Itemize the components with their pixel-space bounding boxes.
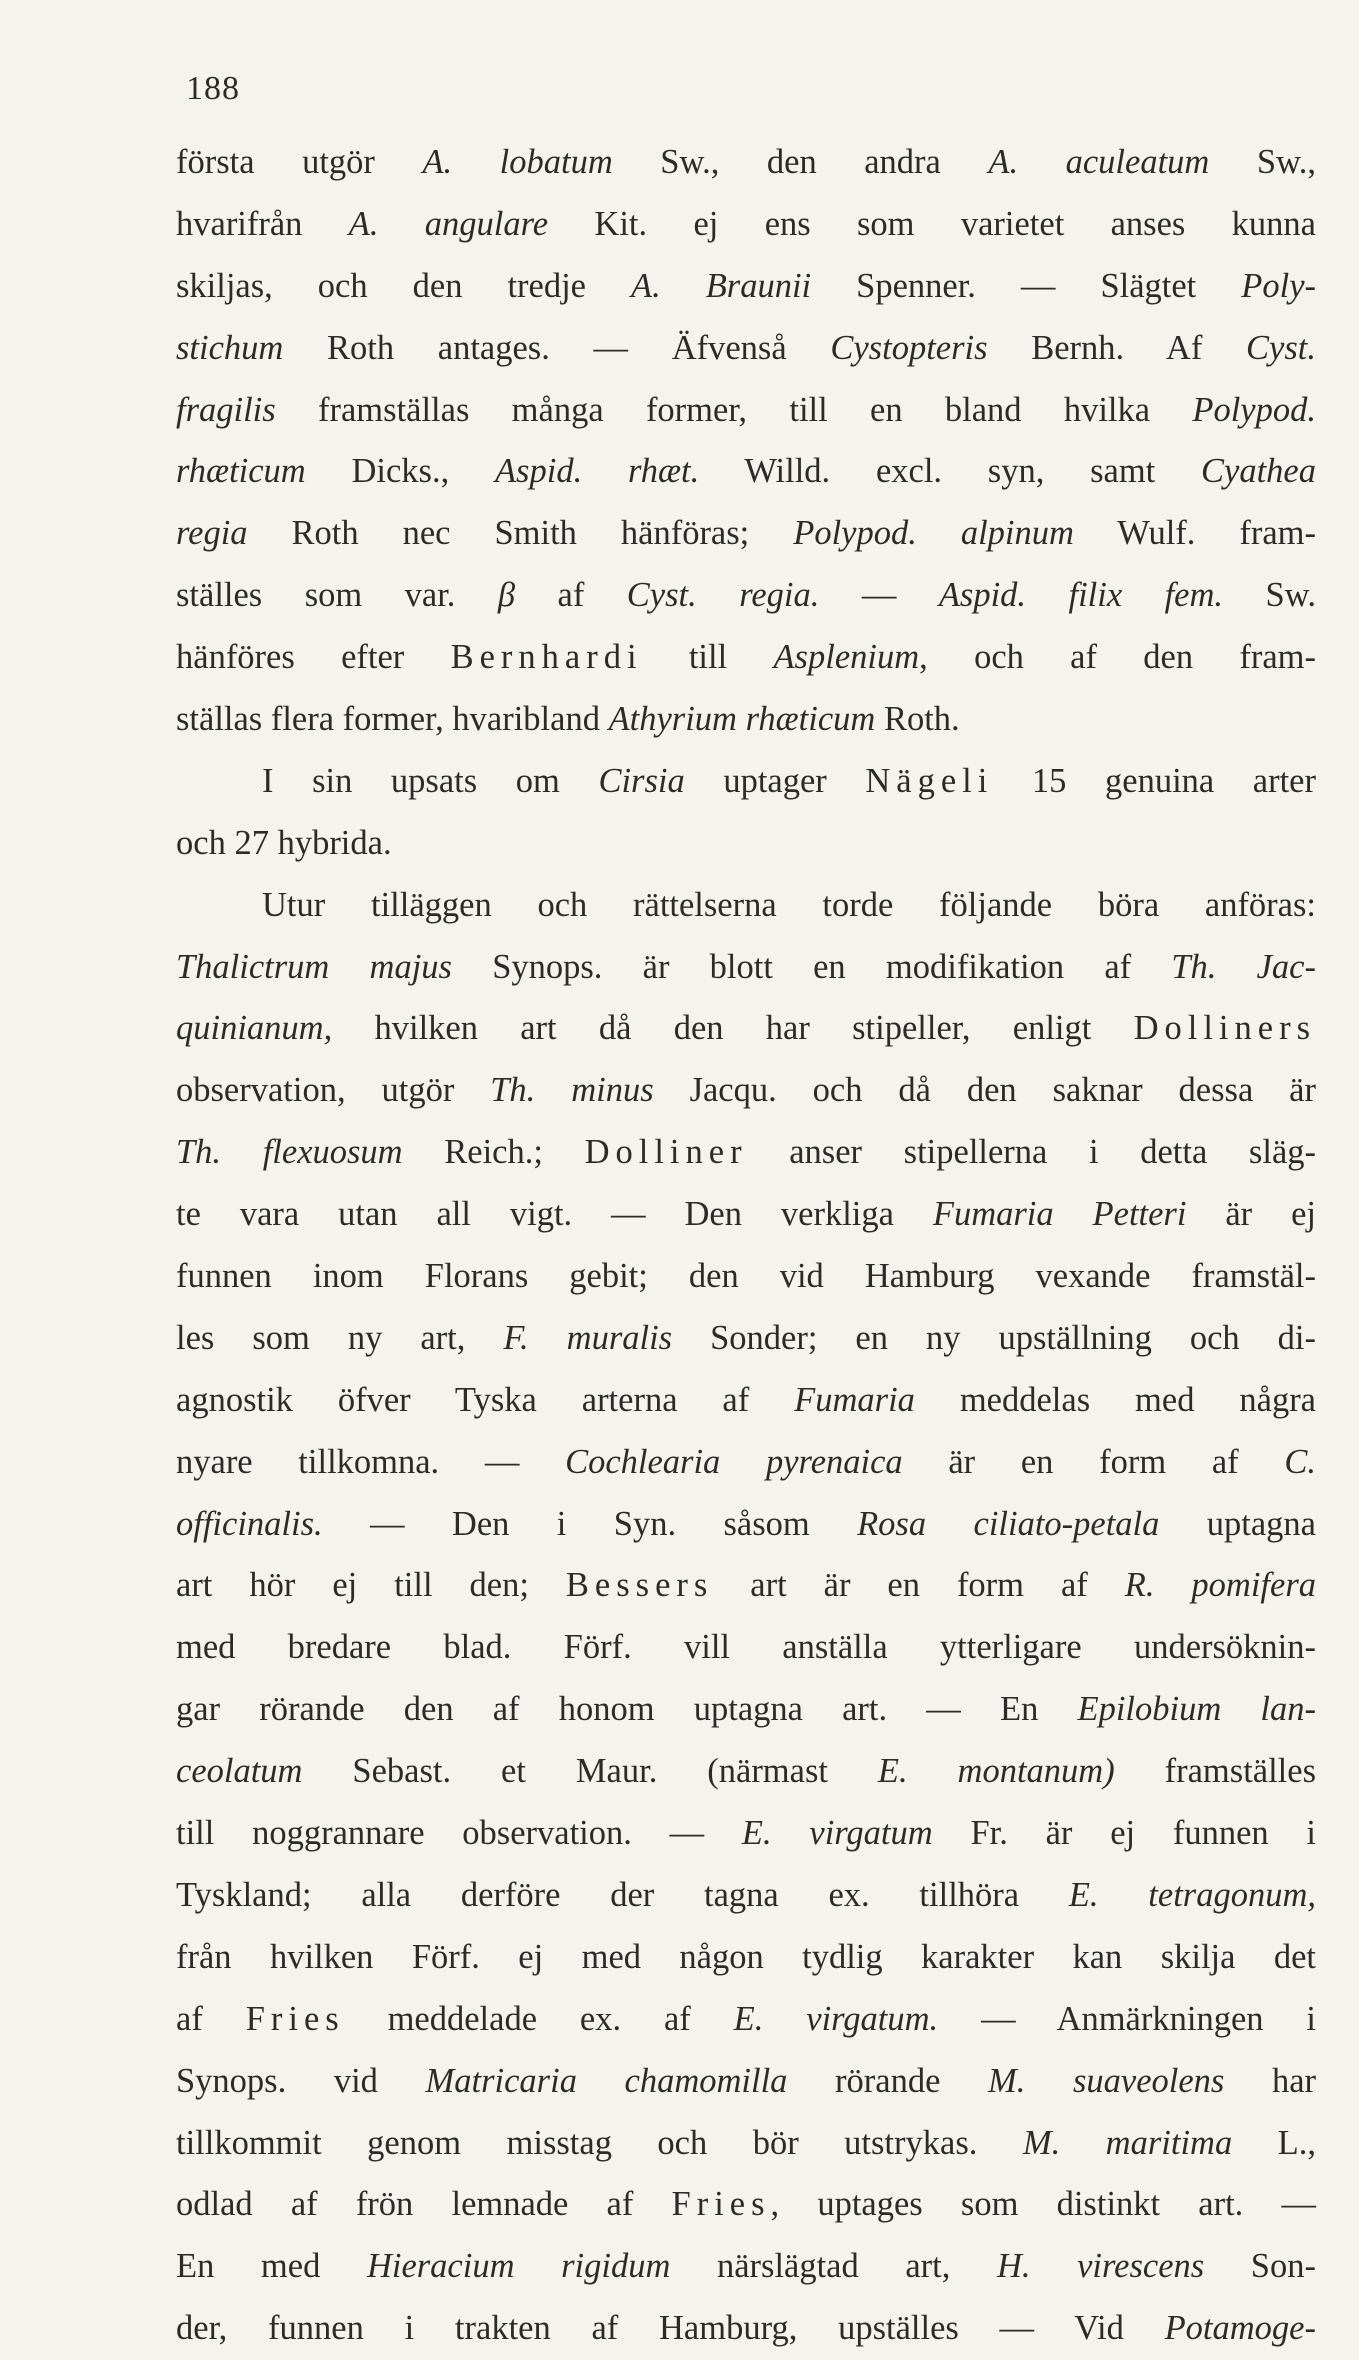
text-segment: Sw. xyxy=(1223,576,1316,615)
text-segment: gar rörande den af honom uptagna art. — En xyxy=(176,1690,1078,1729)
text-segment: rörande xyxy=(787,2061,988,2100)
text-segment: , och af den fram- xyxy=(919,638,1317,677)
text-segment: odlad af frön lemnade af xyxy=(176,2185,672,2224)
text-line xyxy=(176,998,1316,1060)
text-segment: meddelade ex. af xyxy=(344,1999,734,2038)
spaced-name: Nägeli xyxy=(865,761,994,800)
text-line xyxy=(176,1617,1316,1679)
italic-text: Thalictrum majus xyxy=(176,947,452,986)
text-segment: Kit. ej ens som varietet anses kunna xyxy=(548,204,1316,243)
text-line xyxy=(176,937,1316,999)
text-line xyxy=(176,2113,1316,2175)
text-segment: närslägtad art, xyxy=(670,2247,997,2286)
text-segment: art är en form af xyxy=(713,1566,1125,1605)
italic-text: Poly- xyxy=(1241,266,1316,305)
text-segment: les som ny art, xyxy=(176,1318,504,1357)
text-line xyxy=(176,1494,1316,1556)
text-line xyxy=(176,2174,1316,2236)
text-segment: af xyxy=(176,1999,246,2038)
text-segment: anser stipellerna i detta släg- xyxy=(747,1133,1316,1172)
text-segment: Sw., xyxy=(1209,143,1316,181)
text-line xyxy=(176,318,1316,380)
text-segment: ställes som var. xyxy=(176,576,498,615)
italic-text: Matricaria chamomilla xyxy=(425,2061,788,2100)
text-segment: Reich.; xyxy=(402,1133,585,1172)
text-segment: — Den i Syn. såsom xyxy=(322,1504,858,1543)
text-segment: af xyxy=(515,576,627,615)
text-line xyxy=(176,503,1316,565)
text-segment: Wulf. fram- xyxy=(1073,514,1317,553)
text-segment: art hör ej till den; xyxy=(176,1566,566,1605)
text-segment: Tyskland; alla derföre der tagna ex. tillhöra xyxy=(176,1875,1069,1914)
spaced-name: Dolliner xyxy=(584,1133,748,1172)
text-segment: hvarifrån xyxy=(176,204,349,243)
text-line xyxy=(176,380,1316,442)
text-segment: Willd. excl. syn, samt xyxy=(699,452,1202,491)
italic-text: Fumaria xyxy=(794,1380,915,1419)
italic-text: Polypod. alpinum xyxy=(793,514,1074,553)
italic-text: Rosa ciliato-petala xyxy=(857,1504,1160,1543)
italic-text: ceolatum xyxy=(176,1752,303,1791)
text-segment: med bredare blad. Förf. vill anställa ytterligare undersöknin- xyxy=(176,1628,1316,1667)
text-segment: ställas flera former, hvaribland xyxy=(176,700,609,739)
text-segment: observation, utgör xyxy=(176,1071,491,1110)
text-line xyxy=(176,256,1316,318)
italic-text: officinalis. xyxy=(176,1504,323,1543)
italic-text: Th. minus xyxy=(490,1071,654,1110)
text-segment: till xyxy=(642,638,774,677)
text-line xyxy=(176,194,1316,256)
italic-text: A. angulare xyxy=(348,204,549,243)
text-segment: till noggrannare observation. — xyxy=(176,1814,742,1853)
italic-text: F. muralis xyxy=(503,1318,673,1357)
italic-text: Potamoge- xyxy=(1164,2309,1316,2348)
text-line xyxy=(176,1865,1316,1927)
text-segment: Bernh. Af xyxy=(987,328,1247,367)
italic-text: M. suaveolens xyxy=(988,2061,1225,2100)
text-segment: Synops. vid xyxy=(176,2061,426,2100)
text-segment: En med xyxy=(176,2247,367,2286)
italic-text: H. virescens xyxy=(996,2247,1205,2286)
spaced-name: Dolliners xyxy=(1133,1009,1316,1048)
italic-text: Polypod. xyxy=(1192,390,1316,429)
italic-text: rhæticum xyxy=(176,452,306,491)
italic-text: Epilobium lan- xyxy=(1077,1690,1316,1729)
text-segment: från hvilken Förf. ej med någon tydlig karakter kan skilja det xyxy=(176,1937,1316,1976)
text-line xyxy=(176,689,1316,751)
italic-text: R. pomifera xyxy=(1124,1566,1316,1605)
text-segment: Jacqu. och då den saknar dessa är xyxy=(653,1071,1316,1110)
text-segment: Fr. är ej funnen i xyxy=(932,1814,1317,1853)
italic-text: Cochlearia pyrenaica xyxy=(565,1442,903,1481)
text-segment: funnen inom Florans gebit; den vid Hamburg vexande framstäl- xyxy=(176,1257,1316,1296)
italic-text: M. maritima xyxy=(1022,2123,1233,2162)
italic-text: E. virgatum. xyxy=(733,1999,939,2038)
italic-text: E. tetragonum, xyxy=(1068,1875,1316,1914)
body-text xyxy=(176,132,1316,2360)
italic-text: Cyathea xyxy=(1201,452,1316,491)
text-line xyxy=(176,1122,1316,1184)
italic-text: E. montanum) xyxy=(877,1752,1115,1791)
text-line xyxy=(176,1370,1316,1432)
text-segment: och 27 hybrida. xyxy=(176,823,392,862)
text-line xyxy=(176,751,1316,813)
text-segment: — xyxy=(819,576,939,615)
spaced-name: Bernhardi xyxy=(450,638,643,677)
italic-text: Athyrium rhæticum xyxy=(608,700,876,739)
italic-text: Th. flexuosum xyxy=(176,1133,403,1172)
text-segment: Synops. är blott en modifikation af xyxy=(451,947,1172,986)
text-segment: Roth antages. — Äfvenså xyxy=(283,328,831,367)
italic-text: Asplenium xyxy=(773,638,920,677)
text-line xyxy=(176,875,1316,937)
text-line xyxy=(176,1989,1316,2051)
text-line xyxy=(176,1927,1316,1989)
text-segment: Son- xyxy=(1204,2247,1316,2286)
italic-text: C. xyxy=(1284,1442,1317,1481)
text-segment: framställas många former, till en bland hvilka xyxy=(275,390,1193,429)
text-line xyxy=(176,627,1316,689)
text-segment: skiljas, och den tredje xyxy=(176,266,631,305)
text-line xyxy=(176,1060,1316,1122)
text-segment: L., xyxy=(1232,2123,1316,2162)
text-segment: Roth nec Smith hänföras; xyxy=(247,514,794,553)
text-segment: har xyxy=(1224,2061,1316,2100)
text-segment: meddelas med några xyxy=(914,1380,1316,1419)
italic-text: Aspid. rhæt. xyxy=(494,452,700,491)
text-segment: Sonder; en ny upställning och di- xyxy=(672,1318,1316,1357)
text-segment: är ej xyxy=(1186,1195,1316,1234)
text-segment: — Anmärkningen i xyxy=(938,1999,1316,2038)
text-segment: Spenner. — Slägtet xyxy=(811,266,1242,305)
spaced-name: Bessers xyxy=(565,1566,714,1605)
text-line xyxy=(176,2236,1316,2298)
text-line xyxy=(176,2298,1316,2360)
text-segment: agnostik öfver Tyska arterna af xyxy=(176,1380,795,1419)
text-segment: Sebast. et Maur. (närmast xyxy=(302,1752,878,1791)
text-line xyxy=(176,2051,1316,2113)
text-line xyxy=(176,1679,1316,1741)
italic-text: Cyst. regia. xyxy=(626,576,820,615)
text-line xyxy=(176,1246,1316,1308)
italic-text: Fumaria Petteri xyxy=(932,1195,1187,1234)
spaced-name: Fries xyxy=(671,2185,771,2224)
text-segment: hänföres efter xyxy=(176,638,451,677)
text-line xyxy=(176,1308,1316,1370)
text-segment: framställes xyxy=(1114,1752,1316,1791)
text-segment: nyare tillkomna. — xyxy=(176,1442,566,1481)
italic-text: fragilis xyxy=(176,390,276,429)
text-segment: , uptages som distinkt art. — xyxy=(770,2185,1316,2224)
text-line xyxy=(176,1741,1316,1803)
text-line xyxy=(176,565,1316,627)
italic-text: quinianum, xyxy=(176,1009,333,1048)
italic-text: regia xyxy=(176,514,248,553)
italic-text: Th. Jac- xyxy=(1171,947,1316,986)
text-segment: hvilken art då den har stipeller, enligt xyxy=(332,1009,1134,1048)
text-segment: Dicks., xyxy=(305,452,495,491)
text-segment: Utur tilläggen och rättelserna torde följande böra anföras: xyxy=(262,885,1316,924)
italic-text: A. lobatum xyxy=(422,143,613,181)
text-segment: tillkommit genom misstag och bör utstrykas. xyxy=(176,2123,1023,2162)
text-segment: der, funnen i trakten af Hamburg, upställes — Vid xyxy=(176,2309,1165,2348)
text-segment: uptager xyxy=(684,761,866,800)
italic-text: stichum xyxy=(176,328,284,367)
text-line xyxy=(176,1803,1316,1865)
text-segment: uptagna xyxy=(1159,1504,1316,1543)
italic-text: Cirsia xyxy=(598,761,685,800)
text-segment: Sw., den andra xyxy=(612,143,989,181)
text-segment: te vara utan all vigt. — Den verkliga xyxy=(176,1195,933,1234)
italic-text: Hieracium rigidum xyxy=(366,2247,671,2286)
text-segment: Roth. xyxy=(875,700,960,739)
text-line xyxy=(176,441,1316,503)
text-segment: första utgör xyxy=(176,143,423,181)
italic-text: β xyxy=(497,576,516,615)
spaced-name: Fries xyxy=(245,1999,345,2038)
page-number: 188 xyxy=(186,70,240,107)
italic-text: A. aculeatum xyxy=(988,143,1210,181)
italic-text: Cyst. xyxy=(1246,328,1316,367)
text-line xyxy=(176,1432,1316,1494)
italic-text: E. virgatum xyxy=(741,1814,933,1853)
text-segment: 15 genuina arter xyxy=(993,761,1316,800)
text-segment: I sin upsats om xyxy=(262,761,599,800)
italic-text: Aspid. filix fem. xyxy=(938,576,1224,615)
text-line xyxy=(176,1184,1316,1246)
text-line xyxy=(176,1555,1316,1617)
text-line xyxy=(176,132,1316,194)
text-line xyxy=(176,813,1316,875)
italic-text: A. Braunii xyxy=(631,266,812,305)
italic-text: Cystopteris xyxy=(830,328,988,367)
text-segment: är en form af xyxy=(902,1442,1285,1481)
